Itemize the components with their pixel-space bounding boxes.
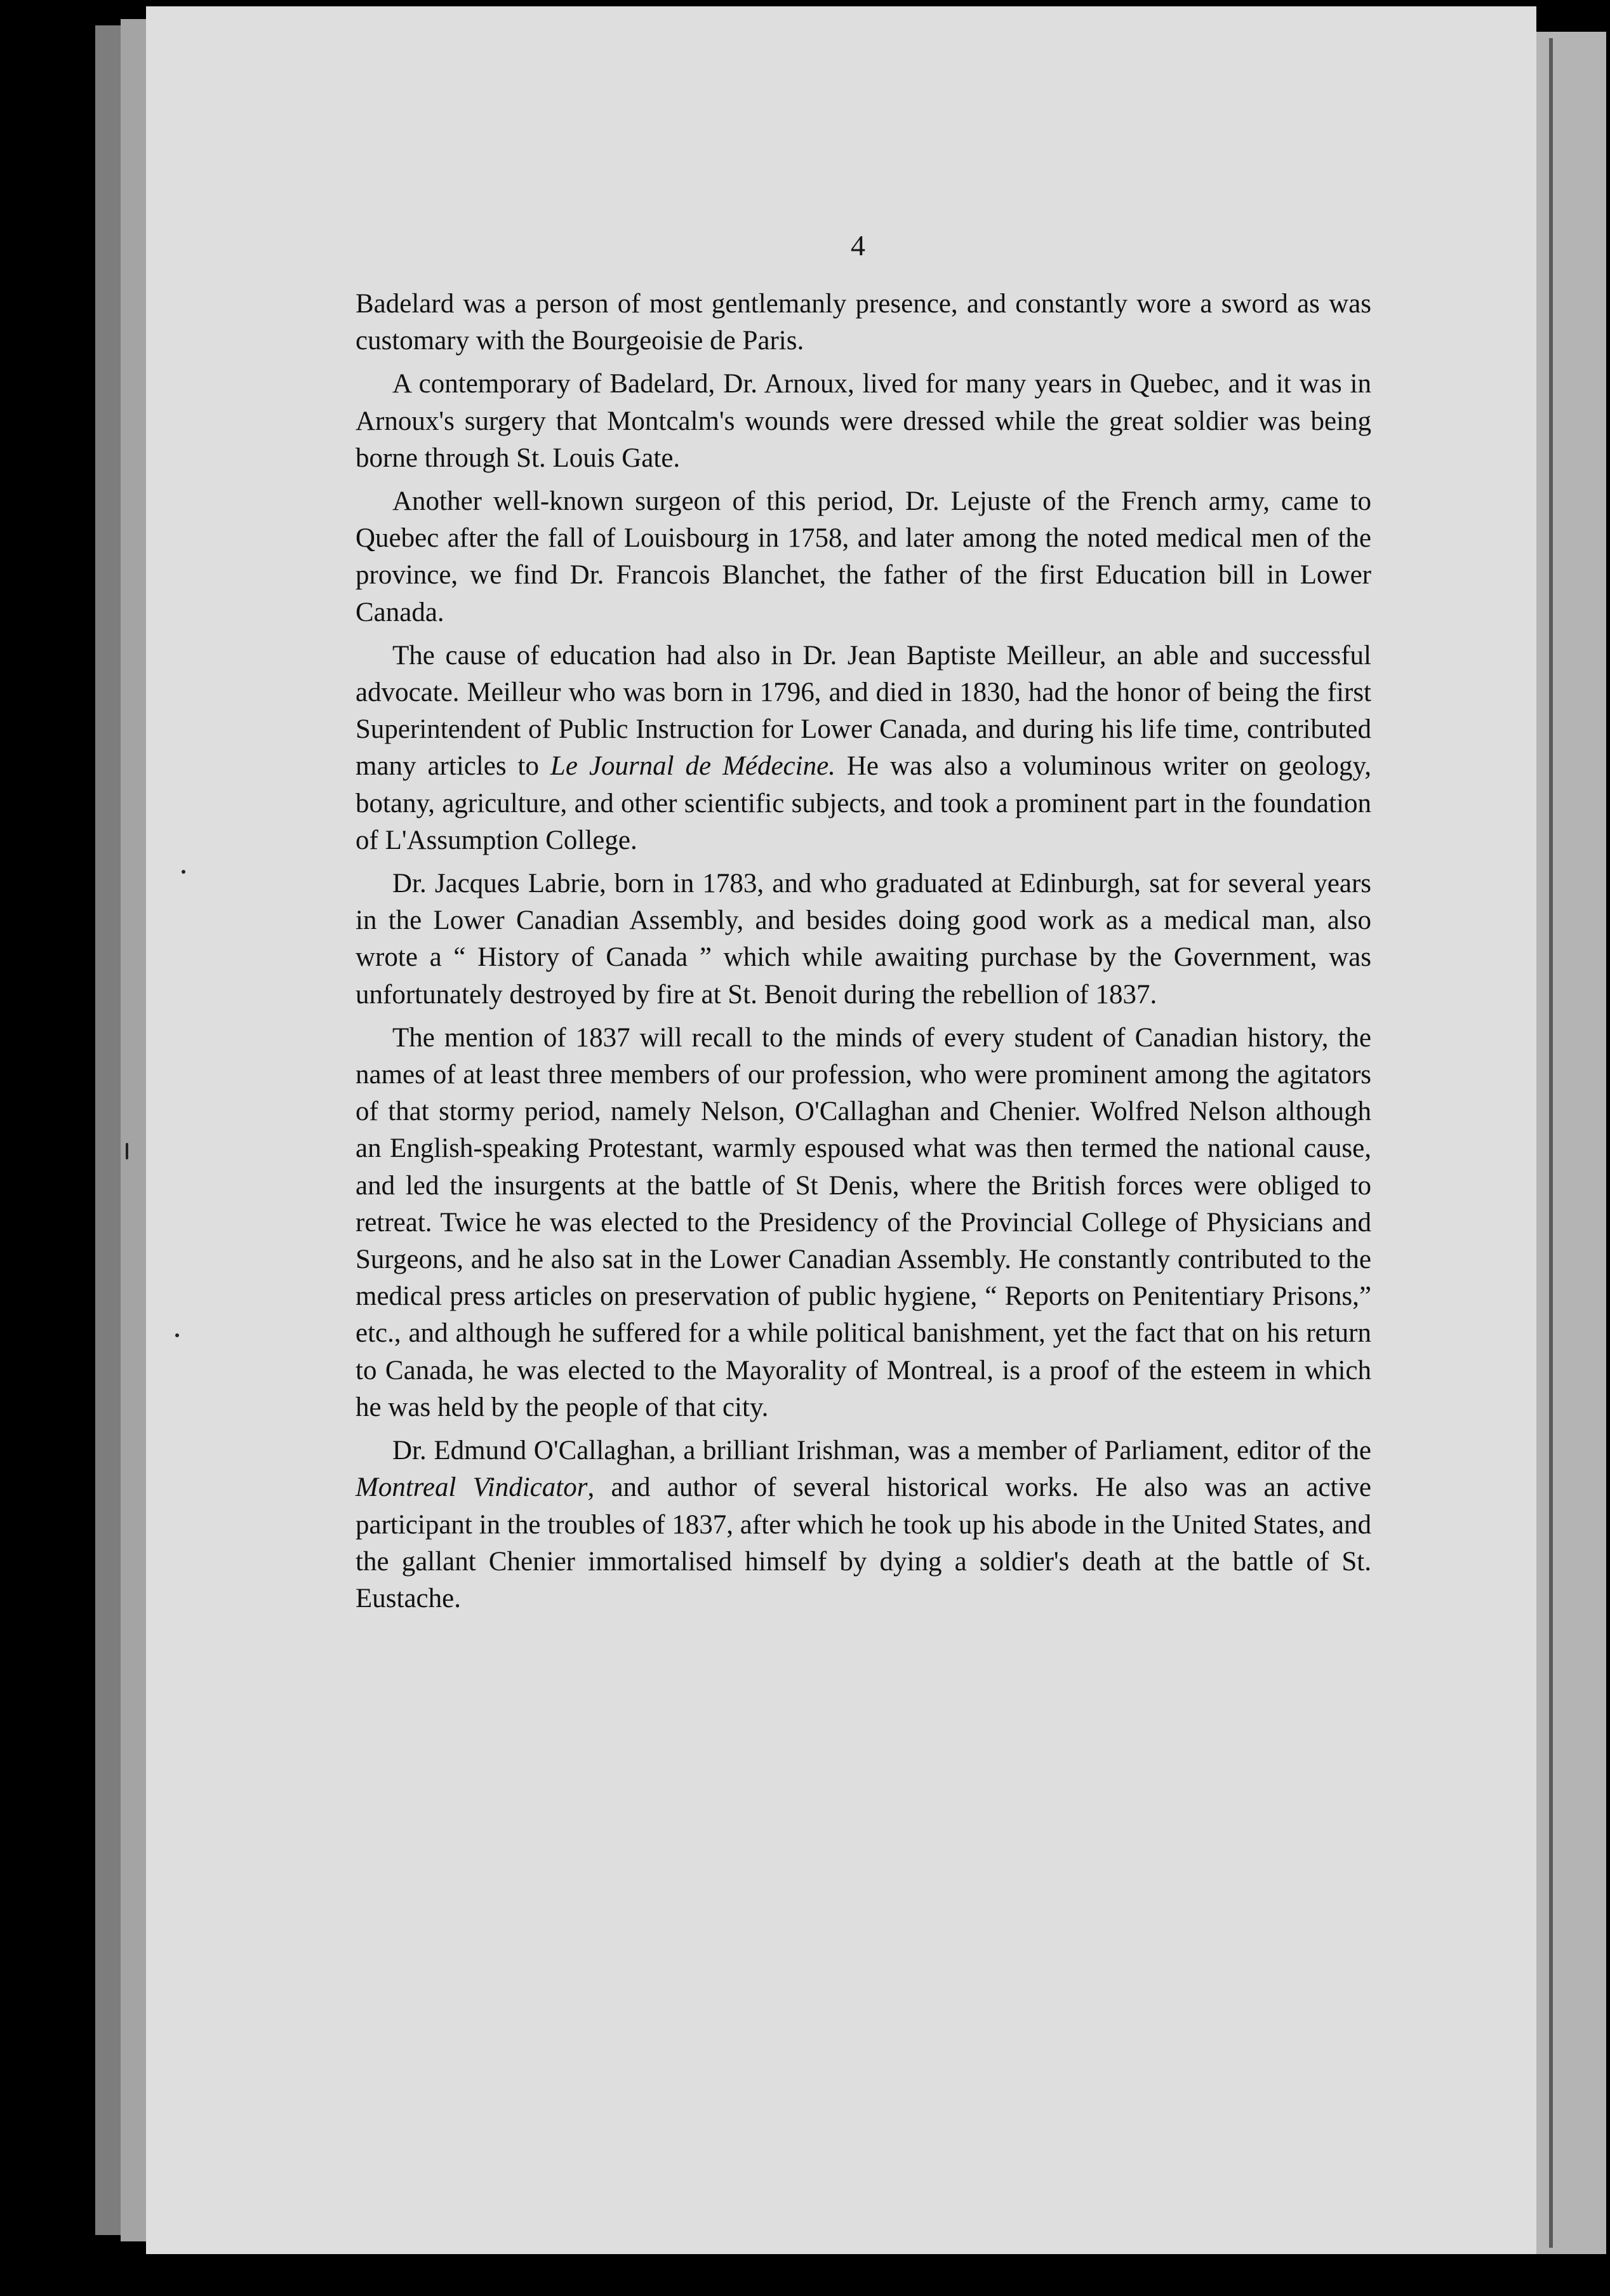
paragraph-text: Badelard was a person of most gentlemanly presence, and constantly wore a sword as was customary with the Bourgeoisie de Paris.	[356, 289, 1371, 356]
paragraph-text: , and author of several historical works. He also was an active participant in the troubles of 1837, after which he took up his abode in the United States, and the gallant Chenier immortalised himself by dying a soldier's death at the battle of St. Eustache.	[356, 1472, 1371, 1613]
scan-speck	[175, 1333, 179, 1337]
paragraph-text: The cause of education had also in Dr. Jean Baptiste Meilleur, an able and successful advocate. Meilleur who was born in 1796, and died in 1830, had the honor of being the first Superintendent of Public Instruction for Lower Canada, and during his life time, contributed many articles to	[356, 640, 1371, 782]
paragraph-text: He was also a voluminous writer on geology, botany, agriculture, and other scientific subjects, and took a prominent part in the foundation of L'Assumption College.	[356, 751, 1371, 855]
italic-text: Montreal Vindicator	[356, 1472, 588, 1503]
paragraph	[356, 637, 1371, 859]
scan-speck	[182, 870, 185, 874]
paragraph	[356, 483, 1371, 631]
paragraph-text: Dr. Edmund O'Callaghan, a brilliant Irishman, was a member of Parliament, editor of the	[392, 1436, 1371, 1466]
scan-left-shadow	[121, 19, 146, 2241]
paragraph	[356, 865, 1371, 1013]
paragraph-text: A contemporary of Badelard, Dr. Arnoux, lived for many years in Quebec, and it was in Arnoux's surgery that Montcalm's wounds were dressed while the great soldier was being borne through St. Louis Gate.	[356, 369, 1371, 473]
scan-right-border	[1536, 32, 1606, 2254]
paragraph	[356, 1020, 1371, 1426]
paragraph	[356, 366, 1371, 477]
body-text	[356, 286, 1371, 1624]
scan-speck	[126, 1143, 128, 1159]
paragraph-text: Dr. Jacques Labrie, born in 1783, and who graduated at Edinburgh, sat for several years in the Lower Canadian Assembly, and besides doing good work as a medical man, also wrote a “ History of Canada ” which while awaiting purchase by the Government, was unfortunately destroyed by fire at St. Benoit during the rebellion of 1837.	[356, 869, 1371, 1010]
paragraph-text: Another well-known surgeon of this period, Dr. Lejuste of the French army, came to Quebec after the fall of Louisbourg in 1758, and later among the noted medical men of the province, we find Dr. Francois Blanchet, the father of the first Education bill in Lower Canada.	[356, 486, 1371, 627]
scan-left-border	[95, 25, 121, 2235]
paragraph	[356, 286, 1371, 359]
paragraph	[356, 1432, 1371, 1617]
italic-text: Le Journal de Médecine.	[550, 751, 835, 782]
page-number: 4	[851, 229, 865, 262]
paragraph-text: The mention of 1837 will recall to the minds of every student of Canadian history, the names of at least three members of our profession, who were prominent among the agitators of that stormy period, namely Nelson, O'Callaghan and Chenier. Wolfred Nelson although an English-speaking Protestant, warmly espoused what was then termed the national cause, and led the insurgents at the battle of St Denis, where the British forces were obliged to retreat. Twice he was elected to the Presidency of the Provincial College of Physicians and Surgeons, and he also sat in the Lower Canadian Assembly. He constantly contributed to the medical press articles on preservation of public hygiene, “ Reports on Penitentiary Prisons,” etc., and although he suffered for a while political banishment, yet the fact that on his return to Canada, he was elected to the Mayorality of Montreal, is a proof of the esteem in which he was held by the people of that city.	[356, 1022, 1371, 1422]
scan-right-edge-line	[1549, 38, 1553, 2248]
